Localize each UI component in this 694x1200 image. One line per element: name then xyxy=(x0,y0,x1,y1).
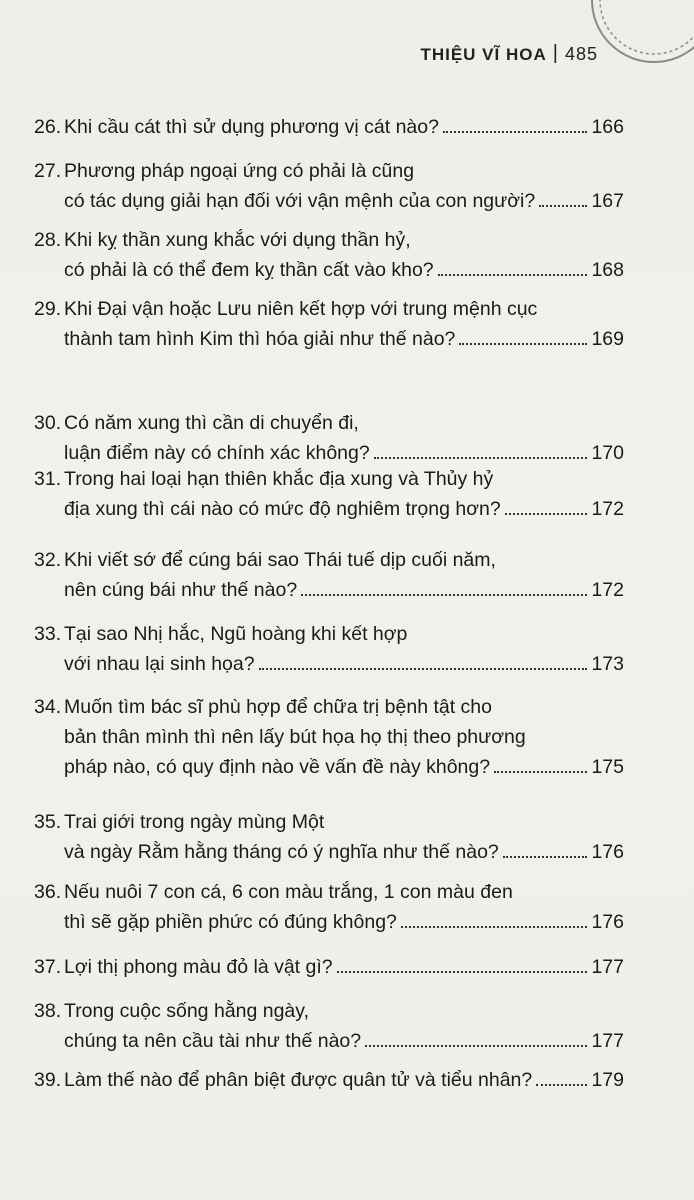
toc-entry-text: với nhau lại sinh họa? xyxy=(64,653,255,675)
toc-entry-text: Phương pháp ngoại ứng có phải là cũng xyxy=(64,160,415,182)
toc-entry-number: 29. xyxy=(34,298,62,320)
toc-entry xyxy=(34,225,624,285)
toc-entry-line xyxy=(34,186,624,216)
toc-entry-page: 172 xyxy=(591,579,624,601)
toc-entry-line xyxy=(34,649,624,679)
toc-entry-line xyxy=(34,255,624,285)
toc-entry-line xyxy=(34,952,624,982)
toc-entry xyxy=(34,464,624,524)
toc-entry-text: thành tam hình Kim thì hóa giải như thế nào? xyxy=(64,328,456,350)
toc-entry-line xyxy=(34,877,624,907)
dot-leader xyxy=(374,456,588,459)
toc-entry-text: chúng ta nên cầu tài như thế nào? xyxy=(64,1030,362,1052)
toc-entry xyxy=(34,952,624,982)
toc-entry-text: Nếu nuôi 7 con cá, 6 con màu trắng, 1 con màu đen xyxy=(64,881,513,903)
toc-entry-number: 39. xyxy=(34,1069,62,1091)
toc-entry-text: Khi Đại vận hoặc Lưu niên kết hợp với trung mệnh cục xyxy=(64,298,538,320)
toc-entry-line xyxy=(34,545,624,575)
toc-entry xyxy=(34,408,624,468)
toc-entry-number: 32. xyxy=(34,549,62,571)
toc-entry-line xyxy=(34,722,624,752)
toc-entry xyxy=(34,692,624,782)
dot-leader xyxy=(259,667,588,670)
dot-leader xyxy=(365,1044,587,1047)
toc-entry-page: 176 xyxy=(591,911,624,933)
toc-entry-page: 179 xyxy=(591,1069,624,1091)
toc-entry-number: 28. xyxy=(34,229,62,251)
page-number: 485 xyxy=(564,44,598,64)
dot-leader xyxy=(301,593,587,596)
toc-entry-line xyxy=(34,464,624,494)
toc-entry-line xyxy=(34,996,624,1026)
toc-entry-page: 167 xyxy=(591,190,624,212)
toc-entry-page: 177 xyxy=(591,1030,624,1052)
toc-entry-text: nên cúng bái như thế nào? xyxy=(64,579,298,601)
toc-entry-text: Trai giới trong ngày mùng Một xyxy=(64,811,325,833)
toc-entry-line xyxy=(34,112,624,142)
toc-entry-line xyxy=(34,837,624,867)
toc-entry-text: Lợi thị phong màu đỏ là vật gì? xyxy=(64,956,333,978)
toc-entry-text: pháp nào, có quy định nào về vấn đề này không? xyxy=(64,756,491,778)
dot-leader xyxy=(459,342,587,345)
toc-entry xyxy=(34,545,624,605)
toc-entry-number: 34. xyxy=(34,696,62,718)
toc-entry-line xyxy=(34,692,624,722)
dot-leader xyxy=(505,512,588,515)
dot-leader xyxy=(539,204,587,207)
toc-entry-page: 173 xyxy=(591,653,624,675)
toc-entry-text: Khi kỵ thần xung khắc với dụng thần hỷ, xyxy=(64,229,411,251)
toc-entry-number: 37. xyxy=(34,956,62,978)
header-separator: | xyxy=(552,41,559,64)
toc-entry-page: 169 xyxy=(591,328,624,350)
toc-entry-page: 170 xyxy=(591,442,624,464)
toc-entry-text: Làm thế nào để phân biệt được quân tử và tiểu nhân? xyxy=(64,1069,533,1091)
toc-entry-number: 26. xyxy=(34,116,62,138)
toc-entry-text: địa xung thì cái nào có mức độ nghiêm trọng hơn? xyxy=(64,498,501,520)
toc-entry-line xyxy=(34,294,624,324)
toc-entry-text: Có năm xung thì cần di chuyển đi, xyxy=(64,412,359,434)
running-title: THIỆU VĨ HOA xyxy=(420,44,547,64)
toc-entry xyxy=(34,156,624,216)
toc-entry-text: có tác dụng giải hạn đối với vận mệnh của con người? xyxy=(64,190,536,212)
dot-leader xyxy=(494,770,587,773)
toc-entry xyxy=(34,877,624,937)
toc-entry-text: bản thân mình thì nên lấy bút họa họ thị theo phương xyxy=(64,726,526,748)
toc-entry-page: 177 xyxy=(591,956,624,978)
dot-leader xyxy=(536,1083,587,1086)
toc-entry xyxy=(34,807,624,867)
toc-entry xyxy=(34,996,624,1056)
toc-entry-line xyxy=(34,752,624,782)
toc-entry-line xyxy=(34,324,624,354)
toc-entry xyxy=(34,619,624,679)
dot-leader xyxy=(438,273,588,276)
toc-entry-page: 176 xyxy=(591,841,624,863)
toc-entry-number: 35. xyxy=(34,811,62,833)
toc-entry xyxy=(34,112,624,142)
toc-entry-number: 31. xyxy=(34,468,62,490)
toc-entry-line xyxy=(34,619,624,649)
toc-entry-text: Khi cầu cát thì sử dụng phương vị cát nào? xyxy=(64,116,439,138)
toc-entry-line xyxy=(34,807,624,837)
toc-entry-number: 30. xyxy=(34,412,62,434)
toc-entry-text: Muốn tìm bác sĩ phù hợp để chữa trị bệnh tật cho xyxy=(64,696,493,718)
toc-entry-text: luận điểm này có chính xác không? xyxy=(64,442,370,464)
toc-entry-page: 168 xyxy=(591,259,624,281)
toc-entry-line xyxy=(34,494,624,524)
toc-entry-number: 38. xyxy=(34,1000,62,1022)
toc-entry-text: Trong cuộc sống hằng ngày, xyxy=(64,1000,309,1022)
dot-leader xyxy=(443,130,587,133)
dot-leader xyxy=(337,970,588,973)
dot-leader xyxy=(503,855,588,858)
toc-entry-text: và ngày Rằm hằng tháng có ý nghĩa như thế nào? xyxy=(64,841,499,863)
toc-entry-text: Tại sao Nhị hắc, Ngũ hoàng khi kết hợp xyxy=(64,623,408,645)
toc-entry-line xyxy=(34,1026,624,1056)
toc-entry-line xyxy=(34,1065,624,1095)
toc-entry-text: thì sẽ gặp phiền phức có đúng không? xyxy=(64,911,397,933)
toc-entry-number: 27. xyxy=(34,160,62,182)
toc-entry-line xyxy=(34,575,624,605)
dot-leader xyxy=(401,925,588,928)
toc-entry-text: có phải là có thể đem kỵ thần cất vào kho? xyxy=(64,259,434,281)
toc-entry-number: 33. xyxy=(34,623,62,645)
toc-entry-number: 36. xyxy=(34,881,62,903)
toc-entry-line xyxy=(34,907,624,937)
toc-entry xyxy=(34,294,624,354)
toc-entry-page: 166 xyxy=(591,116,624,138)
toc-entry-page: 175 xyxy=(591,756,624,778)
toc-entry-page: 172 xyxy=(591,498,624,520)
toc-entry-line xyxy=(34,408,624,438)
toc-entry xyxy=(34,1065,624,1095)
toc-entry-text: Trong hai loại hạn thiên khắc địa xung và Thủy hỷ xyxy=(64,468,494,490)
toc-entry-text: Khi viết sớ để cúng bái sao Thái tuế dịp cuối năm, xyxy=(64,549,496,571)
toc-entry-line xyxy=(34,156,624,186)
toc-entry-line xyxy=(34,225,624,255)
running-header xyxy=(420,41,598,65)
